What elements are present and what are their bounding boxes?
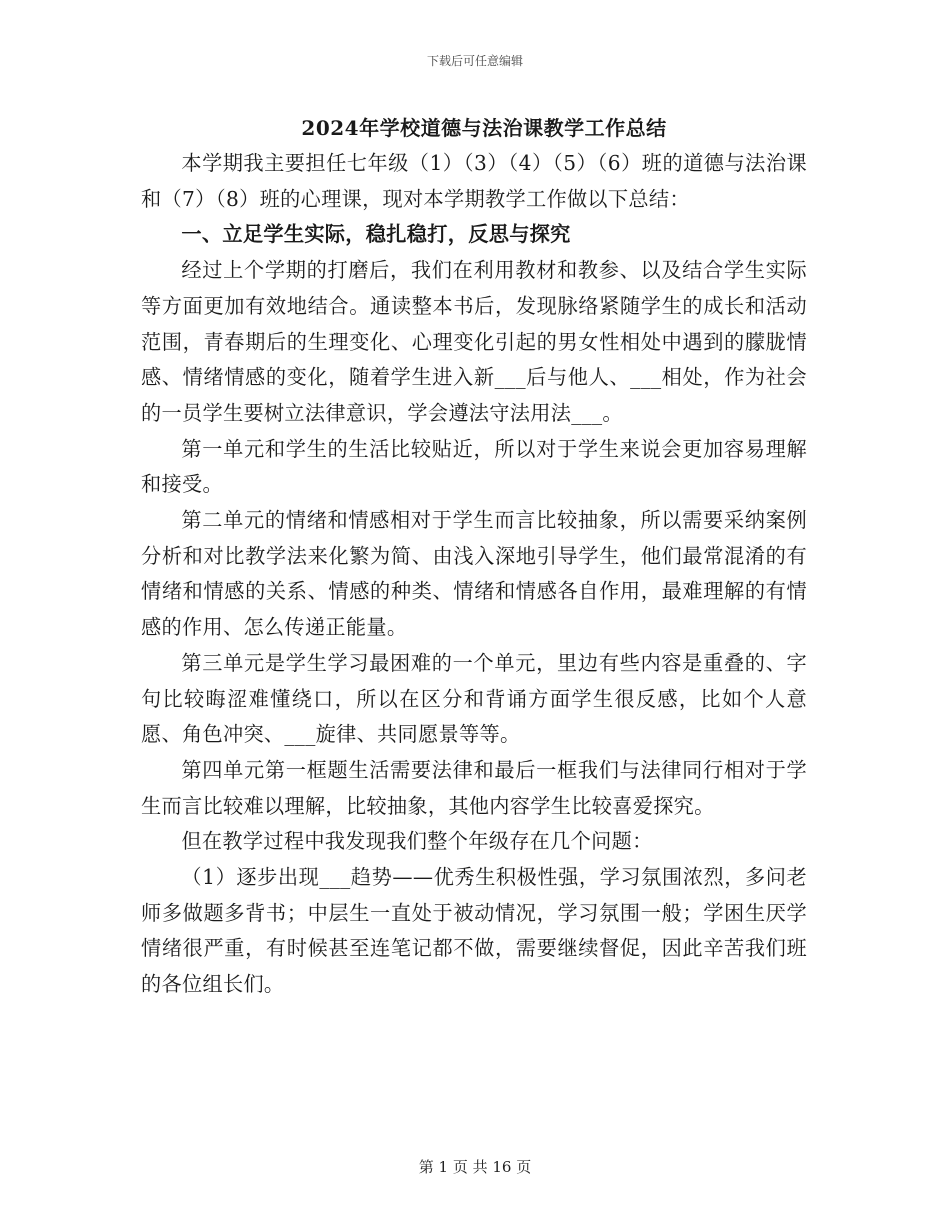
document-body [141, 112, 807, 1003]
paragraph-problem-1: （1）逐步出现___趋势——优秀生积极性强，学习氛围浓烈，多问老师多做题多背书；中层生一直处于被动情况，学习氛围一般；学困生厌学情绪很严重，有时候甚至连笔记都不做，需要继续督促，因此辛苦我们班的各位组长们。 [141, 865, 807, 997]
paragraph-overview: 经过上个学期的打磨后，我们在利用教材和教参、以及结合学生实际等方面更加有效地结合。通读整本书后，发现脉络紧随学生的成长和活动范围，青春期后的生理变化、心理变化引起的男女性相处中遇到的朦胧情感、情绪情感的变化，随着学生进入新___后与他人、___相处，作为社会的一员学生要树立法律意识，学会遵法守法用法___。 [141, 258, 807, 425]
paragraph-problems-intro: 但在教学过程中我发现我们整个年级存在几个问题： [181, 829, 653, 854]
paragraph-unit-1: 第一单元和学生的生活比较贴近，所以对于学生来说会更加容易理解和接受。 [141, 436, 807, 497]
section-heading-1: 一、立足学生实际，稳扎稳打，反思与探究 [181, 222, 571, 247]
paragraph-unit-2: 第二单元的情绪和情感相对于学生而言比较抽象，所以需要采纳案例分析和对比教学法来化繁为简、由浅入深地引导学生，他们最常混淆的有情绪和情感的关系、情感的种类、情绪和情感各自作用，最难理解的有情感的作用、怎么传递正能量。 [141, 508, 807, 640]
document-title: 2024年学校道德与法治课教学工作总结 [301, 116, 667, 140]
paragraph-intro: 本学期我主要担任七年级（1）（3）（4）（5）（6）班的道德与法治课和（7）（8）班的心理课，现对本学期教学工作做以下总结： [141, 151, 807, 211]
header-note: 下载后可任意编辑 [426, 54, 523, 68]
paragraph-unit-3: 第三单元是学生学习最困难的一个单元，里边有些内容是重叠的、字句比较晦涩难懂绕口，所以在区分和背诵方面学生很反感，比如个人意愿、角色冲突、___旋律、共同愿景等等。 [141, 650, 807, 747]
paragraph-unit-4: 第四单元第一框题生活需要法律和最后一框我们与法律同行相对于学生而言比较难以理解，比较抽象，其他内容学生比较喜爱探究。 [141, 757, 807, 818]
page-number: 第 1 页 共 16 页 [418, 1158, 532, 1176]
